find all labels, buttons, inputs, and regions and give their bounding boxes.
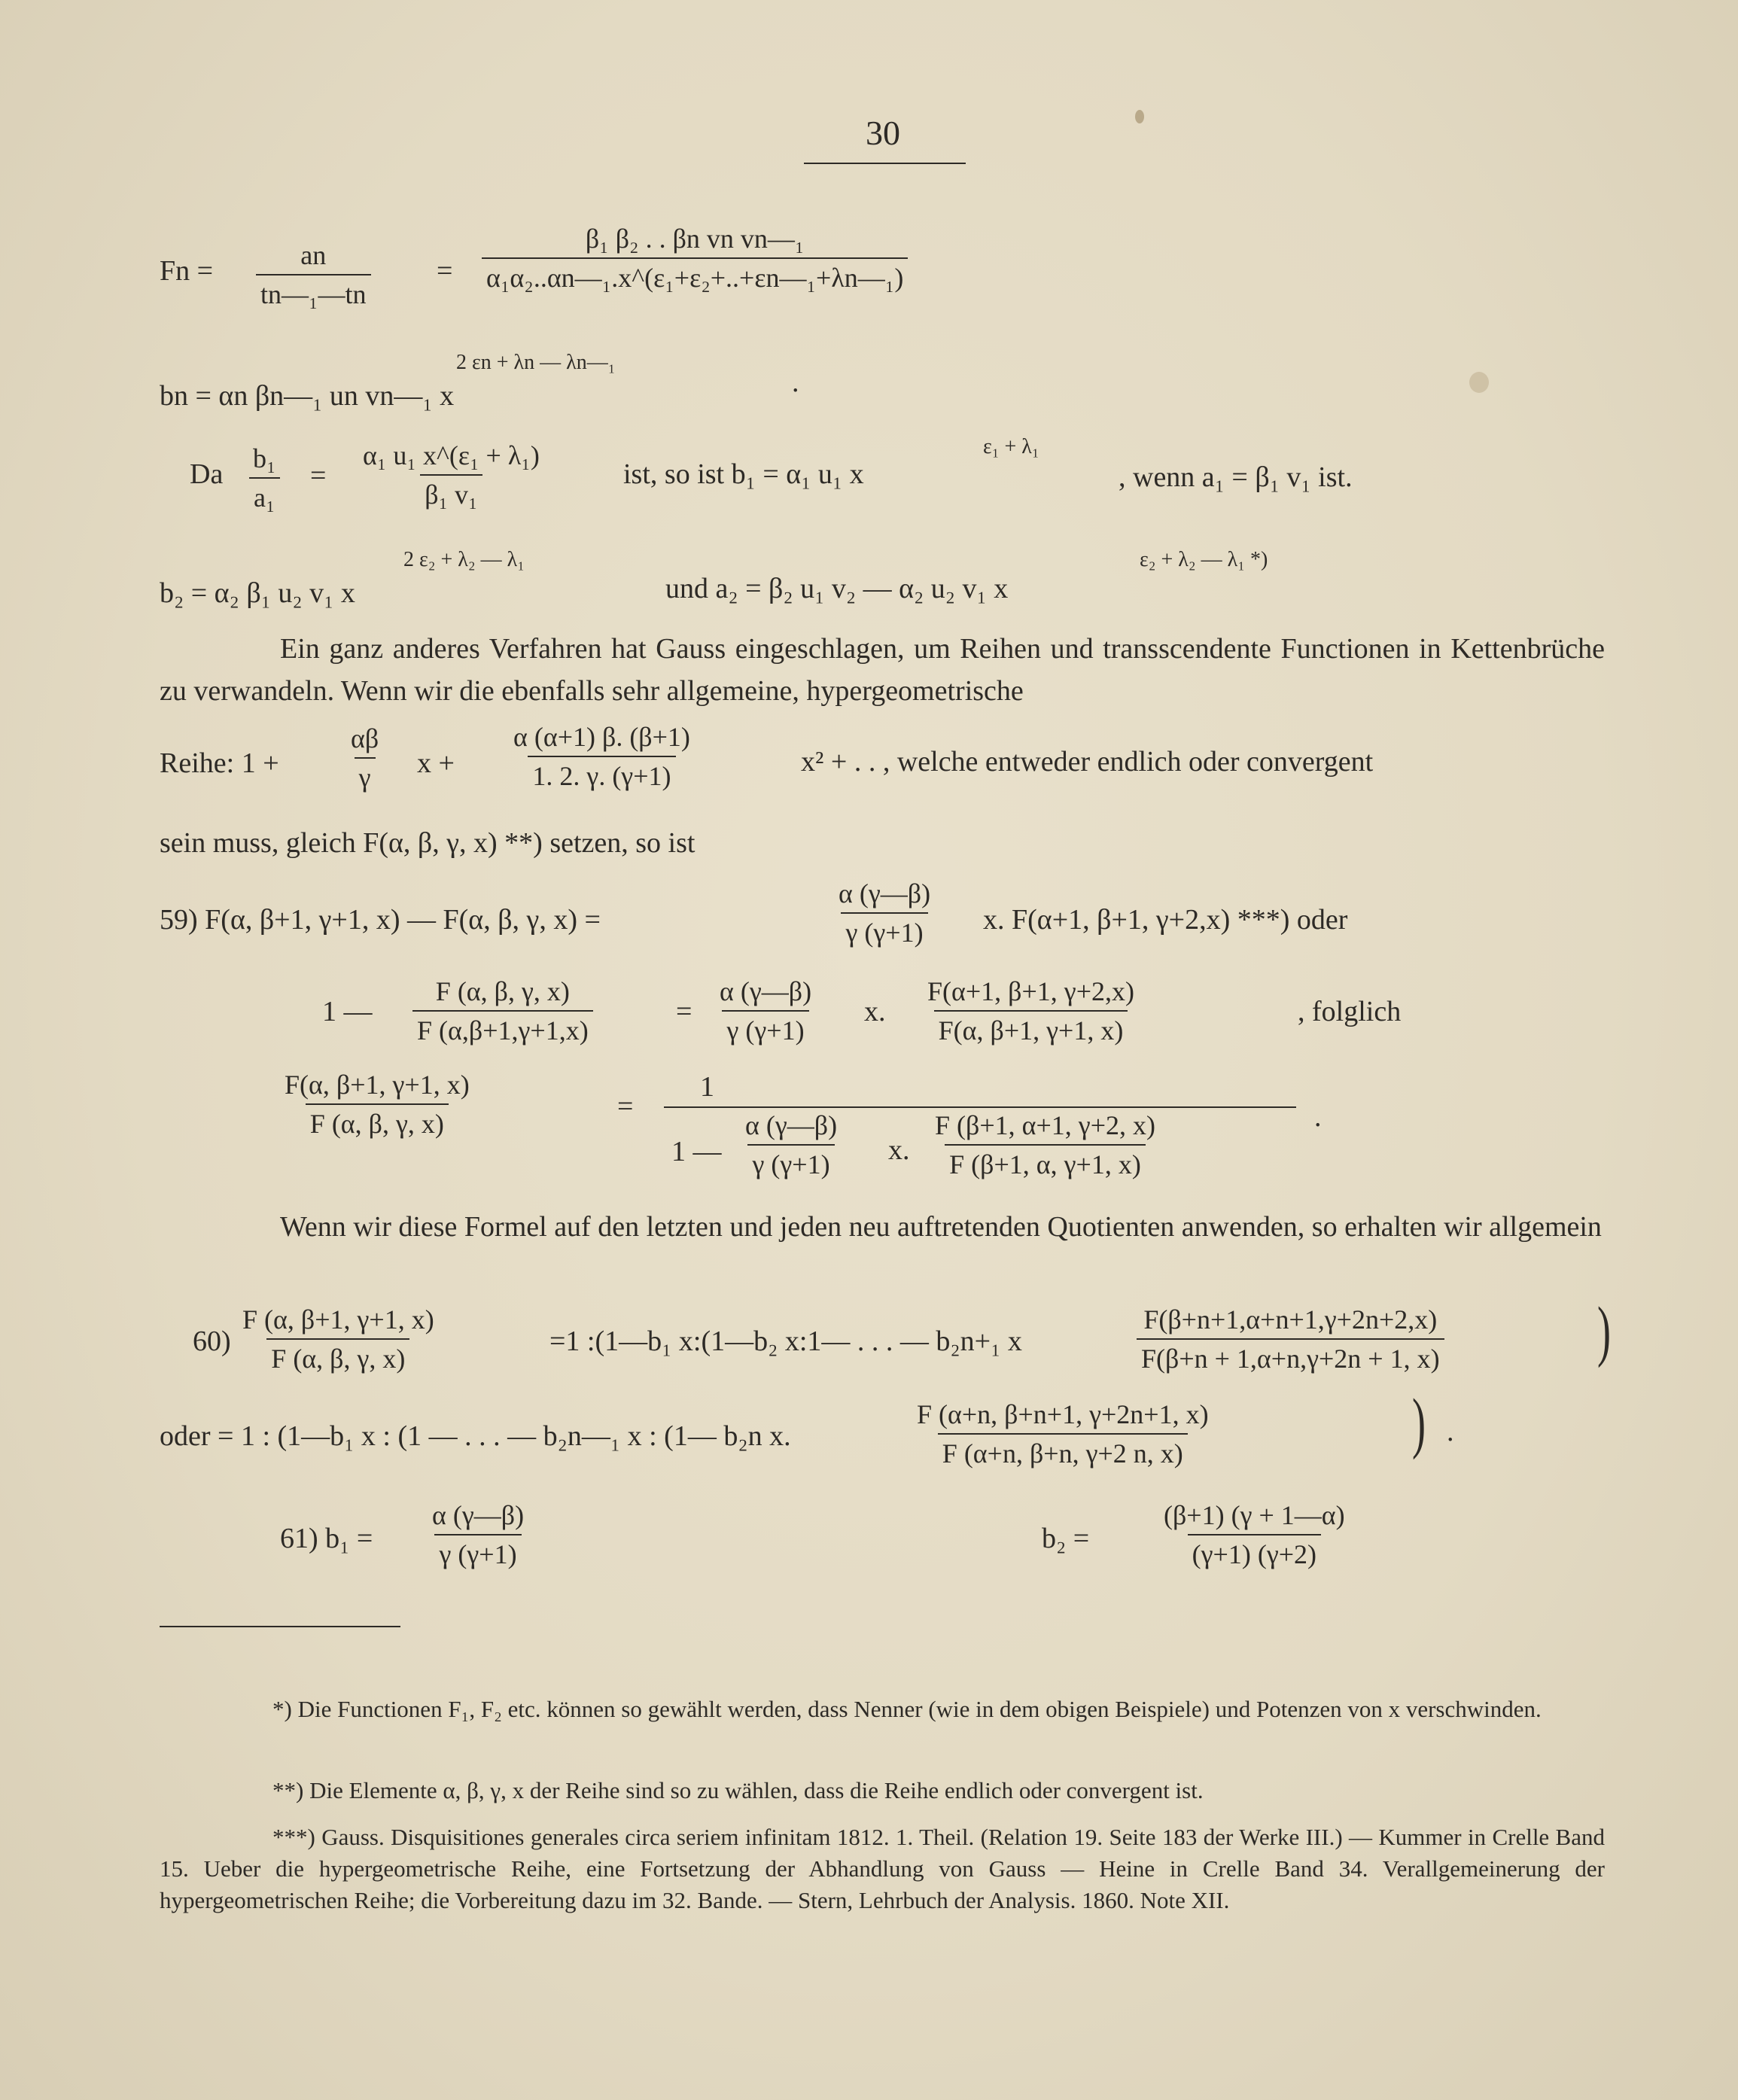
da-frac2-den: β₁ v₁ bbox=[420, 474, 482, 510]
eq59b-fraction-2 bbox=[715, 975, 816, 1046]
fn-frac1-den: tn—₁—tn bbox=[256, 274, 371, 310]
a2-right: und a₂ = β₂ u₁ v₂ — α₂ u₂ v₁ x bbox=[665, 573, 1009, 604]
footnote-2: **) Die Elemente α, β, γ, x der Reihe sind so zu wählen, dass die Reihe endlich oder convergent ist. bbox=[272, 1777, 1204, 1803]
paper-stain bbox=[1469, 372, 1489, 393]
eq61-f2-num: (β+1) (γ + 1—α) bbox=[1164, 1500, 1345, 1530]
series-f2-num: α (α+1) β. (β+1) bbox=[513, 722, 690, 752]
series-start: Reihe: 1 + bbox=[160, 747, 279, 779]
eq61-fraction-2 bbox=[1159, 1499, 1350, 1570]
fn-eq: = bbox=[437, 255, 453, 287]
eq59b-eq: = bbox=[676, 996, 692, 1027]
eq60b-paren: ) bbox=[1411, 1386, 1426, 1460]
eq60-paren: ) bbox=[1596, 1294, 1611, 1368]
page-number-rule bbox=[804, 163, 966, 164]
bn-exponent: 2 εn + λn — λn—₁ bbox=[456, 351, 616, 374]
paragraph-formel: Wenn wir diese Formel auf den letzten und jeden neu auftretenden Quotienten anwenden, so erhalten wir allgemein bbox=[280, 1211, 1602, 1243]
series-mid: x + bbox=[417, 747, 455, 779]
da-word: Da bbox=[190, 458, 224, 490]
eq59c-eq: = bbox=[617, 1091, 634, 1122]
fn-lhs: Fn = bbox=[160, 255, 214, 287]
eq59c-big-num: 1 bbox=[700, 1071, 714, 1103]
eq59b-f3-den: F(α, β+1, γ+1, x) bbox=[934, 1010, 1128, 1046]
series-f2-den: 1. 2. γ. (γ+1) bbox=[528, 756, 675, 792]
eq59b-fraction-3 bbox=[923, 975, 1139, 1046]
eq59c-main-bar bbox=[664, 1106, 1296, 1108]
eq60b-f-num: F (α+n, β+n+1, γ+2n+1, x) bbox=[917, 1399, 1209, 1429]
eq61-fraction-1 bbox=[428, 1499, 528, 1570]
page-number: 30 bbox=[866, 114, 900, 152]
da-eq: = bbox=[310, 460, 327, 492]
eq59b-f2-num: α (γ—β) bbox=[720, 976, 812, 1006]
eq61-f2-den: (γ+1) (γ+2) bbox=[1188, 1534, 1321, 1570]
eq59b-one: 1 — bbox=[322, 996, 373, 1027]
b2-exponent-left: 2 ε₂ + λ₂ — λ₁ bbox=[403, 548, 525, 571]
eq60-f1-num: F (α, β+1, γ+1, x) bbox=[242, 1304, 434, 1335]
da-frac1-den: a₁ bbox=[249, 477, 280, 513]
eq59c-fraction-2 bbox=[741, 1109, 842, 1180]
footnote-3: ***) Gauss. Disquisitiones generales circa seriem infinitam 1812. 1. Theil. (Relation 19. Seite 183 der Werke III.) — Kummer in Crelle Band 15. Ueber die hypergeometrische Reihe, eine Fortsetzung der Abhandlung von Gauss — Heine in Crelle Band 34. Verallgemeinerung der hypergeometrischen Reihe; die Vorbereitung dazu im 32. Bande. — Stern, Lehrbuch der Analysis. 1860. Note XII. bbox=[160, 1824, 1605, 1913]
eq60-f2-num: F(β+n+1,α+n+1,γ+2n+2,x) bbox=[1143, 1304, 1438, 1335]
eq61-f1-den: γ (γ+1) bbox=[434, 1534, 521, 1570]
eq59b-f3-num: F(α+1, β+1, γ+2,x) bbox=[927, 976, 1134, 1006]
da-text-2: , wenn a₁ = β₁ v₁ ist. bbox=[1119, 461, 1353, 493]
paragraph-gauss: Ein ganz anderes Verfahren hat Gauss eingeschlagen, um Reihen und transscendente Functionen in Kettenbrüche zu verwandeln. Wenn wir die ebenfalls sehr allgemeine, hypergeometrische bbox=[160, 633, 1605, 707]
eq59c-f3-den: F (β+1, α, γ+1, x) bbox=[945, 1144, 1146, 1180]
eq60-label: 60) bbox=[193, 1325, 231, 1357]
a2-exponent-right: ε₂ + λ₂ — λ₁ *) bbox=[1140, 548, 1268, 571]
eq61-b2: b₂ = bbox=[1042, 1523, 1090, 1554]
eq60-fraction-2 bbox=[1137, 1304, 1444, 1374]
eq59-rhs: x. F(α+1, β+1, γ+2,x) ***) oder bbox=[983, 904, 1348, 936]
eq61-f1-num: α (γ—β) bbox=[432, 1500, 525, 1530]
eq59c-f2-den: γ (γ+1) bbox=[747, 1144, 834, 1180]
eq59b-x: x. bbox=[864, 996, 886, 1027]
footnote-1: *) Die Functionen F₁, F₂ etc. können so gewählt werden, dass Nenner (wie in dem obigen Beispiele) und Potenzen von x verschwinden. bbox=[272, 1696, 1542, 1722]
eq60b-start: oder = 1 : (1—b₁ x : (1 — . . . — b₂n—₁ x : (1— b₂n x. bbox=[160, 1420, 791, 1452]
eq59c-fraction-3 bbox=[930, 1109, 1160, 1180]
fn-fraction-1 bbox=[256, 239, 371, 310]
da-fraction-2 bbox=[358, 440, 544, 510]
fn-frac2-den: α₁α₂..αn—₁.x^(ε₁+ε₂+..+εn—₁+λn—₁) bbox=[482, 257, 908, 294]
bn-dot: . bbox=[792, 367, 799, 398]
b2-left: b₂ = α₂ β₁ u₂ v₁ x bbox=[160, 577, 355, 609]
da-exponent: ε₁ + λ₁ bbox=[983, 435, 1039, 458]
fn-fraction-2 bbox=[482, 223, 908, 294]
fn-frac2-num: β₁ β₂ . . βn vn vn—₁ bbox=[585, 224, 805, 254]
eq60b-f-den: F (α+n, β+n, γ+2 n, x) bbox=[938, 1433, 1188, 1469]
series-f1-den: γ bbox=[355, 757, 376, 793]
eq59c-f1-num: F(α, β+1, γ+1, x) bbox=[285, 1070, 470, 1100]
eq59c-x: x. bbox=[888, 1134, 910, 1166]
bn-body: bn = αn βn—₁ un vn—₁ x bbox=[160, 380, 455, 412]
fn-frac1-num: an bbox=[300, 240, 327, 270]
eq59-f-num: α (γ—β) bbox=[839, 878, 931, 908]
series-end: x² + . . , welche entweder endlich oder convergent bbox=[801, 746, 1374, 778]
series-fraction-2 bbox=[509, 721, 695, 792]
da-fraction-1 bbox=[248, 443, 281, 513]
eq60-mid: =1 :(1—b₁ x:(1—b₂ x:1— . . . — b₂n+₁ x bbox=[549, 1325, 1022, 1357]
eq59b-tail: , folglich bbox=[1298, 996, 1402, 1027]
paragraph-setzen: sein muss, gleich F(α, β, γ, x) **) setzen, so ist bbox=[160, 827, 696, 859]
eq59b-fraction-1 bbox=[412, 975, 593, 1046]
eq60-f1-den: F (α, β, γ, x) bbox=[266, 1338, 409, 1374]
footnote-rule bbox=[160, 1626, 400, 1627]
series-fraction-1 bbox=[346, 723, 383, 793]
ink-spot bbox=[1135, 110, 1144, 123]
eq59c-inner-one: 1 — bbox=[671, 1136, 722, 1167]
eq59c-f2-num: α (γ—β) bbox=[745, 1110, 838, 1140]
eq60-fraction-1 bbox=[238, 1304, 439, 1374]
series-f1-num: αβ bbox=[351, 723, 379, 753]
da-text-1: ist, so ist b₁ = α₁ u₁ x bbox=[623, 458, 864, 490]
eq59c-f1-den: F (α, β, γ, x) bbox=[306, 1103, 449, 1140]
eq59-f-den: γ (γ+1) bbox=[841, 912, 927, 948]
eq60-f2-den: F(β+n + 1,α+n,γ+2n + 1, x) bbox=[1137, 1338, 1444, 1374]
da-frac2-num: α₁ u₁ x^(ε₁ + λ₁) bbox=[363, 440, 540, 470]
eq59b-f1-num: F (α, β, γ, x) bbox=[435, 976, 570, 1006]
eq59b-f1-den: F (α,β+1,γ+1,x) bbox=[412, 1010, 593, 1046]
eq59c-f3-num: F (β+1, α+1, γ+2, x) bbox=[935, 1110, 1155, 1140]
eq60b-fraction bbox=[912, 1398, 1213, 1469]
da-frac1-num: b₁ bbox=[253, 443, 276, 473]
eq59c-dot: . bbox=[1314, 1101, 1322, 1133]
eq59-fraction bbox=[834, 878, 935, 948]
eq60b-dot: . bbox=[1447, 1416, 1454, 1447]
eq59c-fraction-1 bbox=[280, 1069, 474, 1140]
eq59b-f2-den: γ (γ+1) bbox=[722, 1010, 808, 1046]
eq59-lhs: 59) F(α, β+1, γ+1, x) — F(α, β, γ, x) = bbox=[160, 904, 601, 936]
eq61-label: 61) b₁ = bbox=[280, 1523, 373, 1554]
